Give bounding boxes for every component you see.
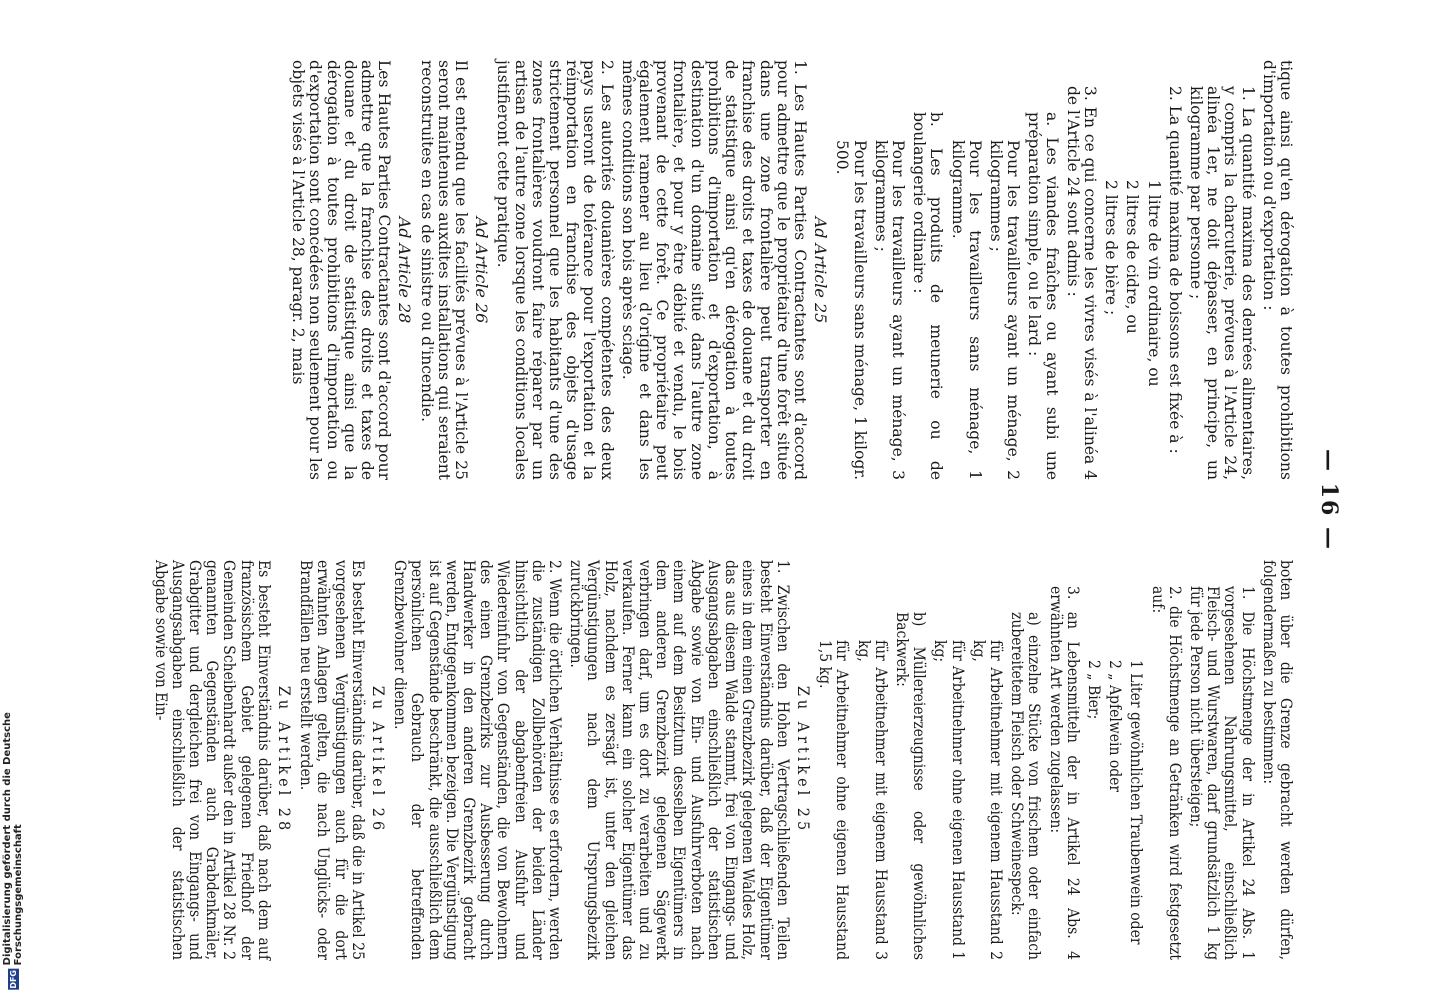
fr-item-1: 1. La quantité maxima des denrées alimentaires, y compris la charcuterie, prévues à l'Article 24, alinéa 1er, ne doit dépasser, en principe, un kilogramme par personne ;	[1186, 86, 1257, 480]
de-item-2: 2. die Höchstmenge an Getränken wird festgesetzt auf:	[1148, 586, 1184, 960]
de-zu28-heading: Zu Artikel 28	[275, 685, 295, 835]
fr-ad26-p1: Il est entendu que les facilités prévues à l'Article 25 seront maintenues auxdites installations qui seraient reconstruites en cas de sinistre ou d'incendie.	[417, 60, 471, 480]
fr-ad28-heading: Ad Article 28	[395, 216, 415, 324]
page-number: — 16 —	[1316, 449, 1342, 551]
fr-item-3a-line: Pour les travailleurs ayant un ménage, 2 kilogrammes ;	[986, 140, 1023, 480]
fr-item-2: 2. La quantité maxima de boissons est fixée à :	[1165, 86, 1184, 454]
fr-ad25-p2: 2. Les autorités douanières compétentes des deux pays useront de tolérance pour l'exportation et la réimportation en franchise des objets d'usage strictement personnel que les habitants d'une des zones frontalières voudront faire réparer par un artisan de l'autre zone lorsque les conditions locales justifieront cette pratique.	[494, 60, 616, 480]
de-zu28-p1: Es besteht Einverständnis darüber, daß nach dem auf französischem Gebiet gelegenen Friedhof der Gemeinden Scheibenhardt außer den in Artikel 28 Nr. 2 genannten Gegenständen auch Grabdenkmäler, Grabgitter und dergleichen frei von Eingangs- und Ausgangsabgaben einschließlich der statistischen Abgabe sowie von Ein-	[151, 560, 273, 960]
de-item-2-line: 1 Liter gewöhnlichen Traubenwein oder	[1127, 660, 1146, 945]
de-item-3a: a) einzelne Stücke von frischem oder einfach zubereitetem Fleisch oder Schweinespeck:	[1008, 612, 1044, 960]
fr-item-3a-line: Pour les travailleurs sans ménage, 1 kilogramme.	[948, 140, 984, 480]
de-zu25-heading: Zu Artikel 25	[793, 685, 813, 835]
french-column	[285, 60, 1294, 480]
fr-item-3b-line: Pour les travailleurs ayant un ménage, 3 kilogrammes ;	[871, 140, 907, 480]
fr-item-3b: b. Les produits de meunerie ou de boulangerie ordinaire :	[910, 112, 946, 480]
de-item-3a-line: für Arbeitnehmer mit eigenem Hausstand 2 kg,	[969, 640, 1005, 960]
german-column	[147, 560, 1294, 960]
de-zu25-p2: 2. Wenn die örtlichen Verhältnisse es erfordern, werden die zuständigen Zollbehörden der beiden Länder hinsichtlich der abgabenfreien Ausfuhr und Wiedereinfuhr von Gegenständen, die von Bewohnern des einen Grenzbezirks zur Ausbesserung durch Handwerker in den anderen Grenzbezirk gebracht werden, Entgegenkommen bezeigen. Die Vergünstigung ist auf Gegenstände beschränkt, die ausschließlich dem persönlichen Gebrauch der betreffenden Grenzbewohner dienen.	[391, 560, 565, 960]
de-zu25-p1: 1. Zwischen den Hohen Vertragschließenden Teilen besteht Einverständnis darüber, daß der Eigentümer eines in dem einen Grenzbezirk gelegenen Waldes Holz, das aus diesem Walde stammt, frei von Eingangs- und Ausgangsabgaben einschließlich der statistischen Abgabe sowie von Ein- und Ausfuhrverboten nach einem auf dem Besitztum desselben Eigentümers in dem anderen Grenzbezirk gelegenen Sägewerk verbringen darf, um es dort zu verarbeiten und zu verkaufen. Ferner kann ein solcher Eigentümer das Holz, nachdem es zersägt ist, unter den gleichen Vergünstigungen nach dem Ursprungsbezirk zurückbringen.	[567, 560, 792, 960]
fr-item-2-line: 2 litres de bière ;	[1102, 180, 1121, 316]
funding-note	[2, 600, 24, 990]
fr-ad25-heading: Ad Article 25	[811, 216, 831, 324]
de-zu26-heading: Zu Artikel 26	[369, 685, 389, 835]
de-intro: boten über die Grenze gebracht werden dürfen, folgendermaßen zu bestimmen:	[1259, 560, 1295, 960]
fr-ad26-heading: Ad Article 26	[472, 216, 492, 324]
fr-item-2-line: 2 litres de cidre, ou	[1123, 180, 1142, 334]
fr-item-3b-line: Pour les travailleurs sans ménage, 1 kilogr. 500.	[833, 140, 869, 480]
de-item-3b: b) Müllereierzeugnisse oder gewöhnliches Backwerk:	[892, 612, 929, 960]
fr-item-3a: a. Les viandes fraîches ou ayant subi une préparation simple, ou le lard :	[1025, 112, 1061, 480]
de-item-3b-line: für Arbeitnehmer mit eigenem Hausstand 3 kg,	[854, 640, 890, 960]
fr-ad25-p1: 1. Les Hautes Parties Contractantes sont d'accord pour admettre que le propriétaire d'une forêt située dans une zone frontalière peut transporter en franchise des droits et taxes de douane et du droit de statistique ainsi qu'en dérogation à toutes prohibitions d'importation et d'exportation, à destination d'un domaine situé dans l'autre zone frontalière, et pour y être débité et vendu, le bois provenant de cette forêt. Ce propriétaire peut également ramener au lieu d'origine et dans les mêmes conditions son bois après sciage.	[618, 60, 809, 480]
de-item-3: 3. an Lebensmitteln der in Artikel 24 Abs. 4 erwähnten Art werden zugelassen:	[1046, 586, 1082, 960]
fr-intro: tique ainsi qu'en dérogation à toutes prohibitions d'importation ou d'exportation :	[1259, 60, 1295, 480]
de-item-3a-line: für Arbeitnehmer ohne eigenen Hausstand 1 kg;	[931, 640, 967, 960]
de-item-3b-line: für Arbeitnehmer ohne eigenen Hausstand 1,5 kg.	[816, 640, 852, 960]
de-item-2-line: 2 „ Bier;	[1084, 660, 1103, 720]
de-item-1: 1. Die Höchstmenge der in Artikel 24 Abs. 1 vorgesehenen Nahrungsmittel, einschließlich Fleisch- und Wurstwaren, darf grundsätzlich 1 kg für jede Person nicht übersteigen;	[1186, 586, 1257, 960]
funding-note-text: Digitalisierung gefördert durch die Deutsche Forschungsgemeinschaft	[2, 712, 24, 966]
de-item-2-line: 2 „ Apfelwein oder	[1106, 660, 1125, 793]
dfg-logo: DFG	[8, 970, 18, 989]
fr-item-3: 3. En ce qui concerne les vivres visés à l'alinéa 4 de l'Article 24 sont admis :	[1063, 86, 1099, 480]
de-zu26-p1: Es besteht Einverständnis darüber, daß die in Artikel 25 vorgesehenen Vergünstigungen auch für die dort erwähnten Anlagen gelten, die nach Unglücks- oder Brandfällen neu erstellt werden.	[297, 560, 367, 960]
fr-ad28-p1: Les Hautes Parties Contractantes sont d'accord pour admettre que la franchise des droits et taxes de douane et du droit de statistique ainsi que la dérogation à toutes prohibitions d'importation ou d'exportation sont concédées non seulement pour les objets visés à l'Article 28, paragr. 2, mais	[289, 60, 394, 480]
fr-item-2-line: 1 litre de vin ordinaire, ou	[1144, 180, 1163, 387]
